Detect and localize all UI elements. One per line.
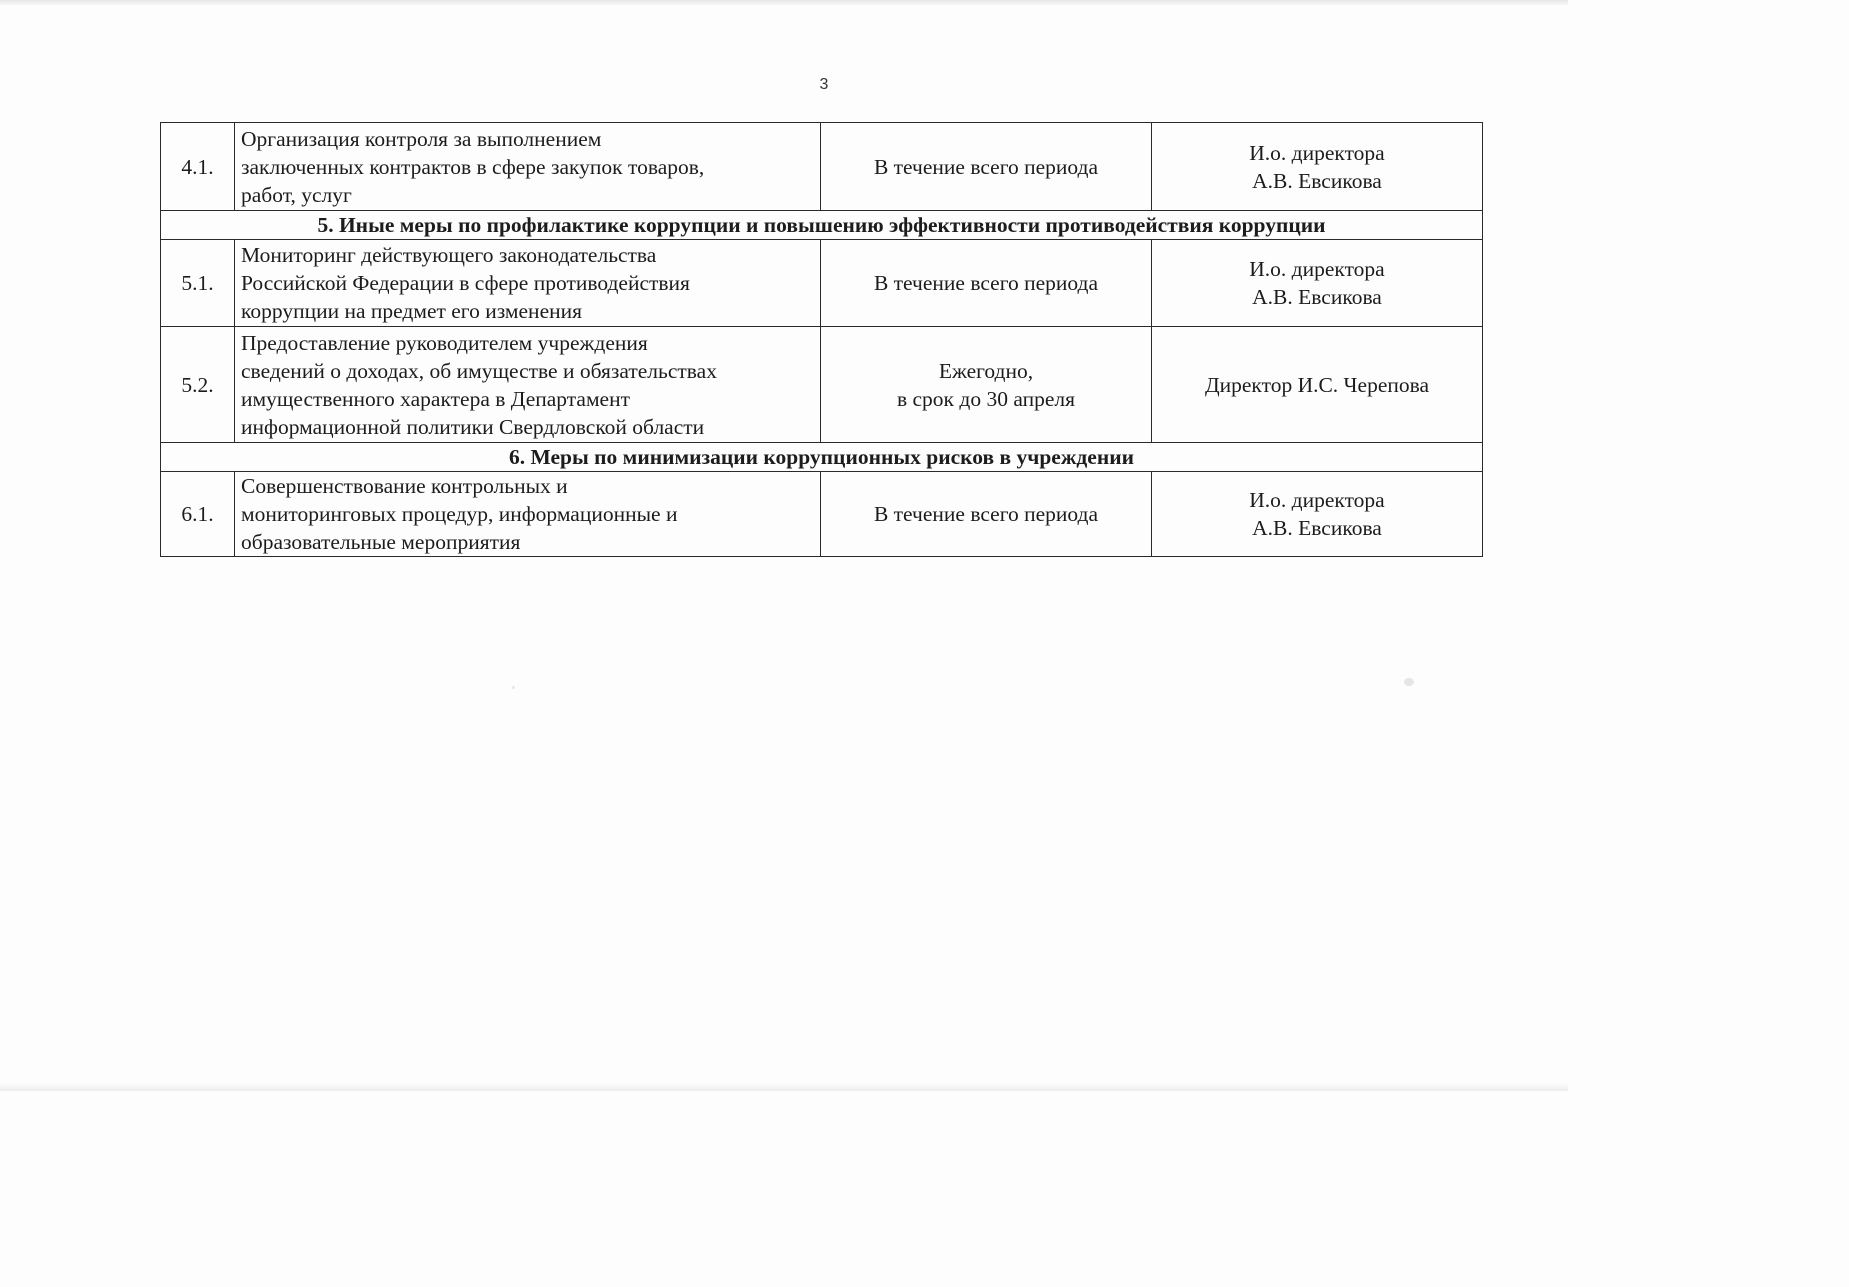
table-row [161, 327, 1483, 443]
section-title: 6. Меры по минимизации коррупционных рисков в учреждении [161, 443, 1483, 472]
responsible-cell [1152, 472, 1483, 557]
action-line: информационной политики Свердловской области [241, 414, 705, 439]
term-cell [821, 472, 1152, 557]
page-number: 3 [819, 76, 829, 93]
action-line: Совершенствование контрольных и [241, 474, 568, 498]
table-row [161, 472, 1483, 557]
action-line: коррупции на предмет его изменения [241, 299, 583, 323]
scan-speck [1404, 678, 1414, 686]
action-line: имущественного характера в Департамент [241, 386, 631, 411]
row-number: 5.2. [161, 327, 235, 443]
scan-edge-shadow [0, 0, 1568, 6]
section-header-row [161, 211, 1483, 240]
responsible-line: Директор И.С. Черепова [1204, 372, 1430, 397]
responsible-cell [1152, 123, 1483, 211]
scan-edge-shadow [0, 1083, 1568, 1091]
row-number: 4.1. [161, 123, 235, 211]
action-line: Мониторинг действующего законодательства [241, 243, 657, 267]
responsible-cell [1152, 327, 1483, 443]
responsible-line: А.В. Евсикова [1252, 285, 1382, 309]
responsible-line: И.о. директора [1249, 488, 1385, 512]
anticorruption-plan-table [160, 122, 1483, 557]
scan-speck [512, 686, 515, 689]
responsible-cell [1152, 240, 1483, 327]
term-cell [821, 240, 1152, 327]
action-line: сведений о доходах, об имуществе и обязательствах [241, 358, 717, 383]
action-line: Российской Федерации в сфере противодействия [241, 271, 690, 295]
section-header-row [161, 443, 1483, 472]
action-cell [235, 472, 821, 557]
action-line: Организация контроля за выполнением [241, 126, 602, 151]
responsible-line: И.о. директора [1249, 140, 1385, 165]
table-row [161, 123, 1483, 211]
term-line: В течение всего периода [873, 502, 1099, 526]
term-line: в срок до 30 апреля [896, 386, 1075, 411]
plan-table-body [161, 123, 1483, 557]
action-cell [235, 240, 821, 327]
action-line: мониторинговых процедур, информационные и [241, 502, 678, 526]
action-line: Предоставление руководителем учреждения [241, 330, 648, 355]
term-cell [821, 327, 1152, 443]
action-cell [235, 123, 821, 211]
action-line: работ, услуг [241, 182, 352, 207]
row-number: 5.1. [161, 240, 235, 327]
table-row [161, 240, 1483, 327]
action-line: образовательные мероприятия [241, 530, 521, 554]
section-title: 5. Иные меры по профилактике коррупции и повышению эффективности противодействия коррупции [161, 211, 1483, 240]
responsible-line: А.В. Евсикова [1252, 516, 1382, 540]
term-line: Ежегодно, [938, 358, 1034, 383]
term-cell [821, 123, 1152, 211]
action-cell [235, 327, 821, 443]
term-line: В течение всего периода [873, 271, 1099, 295]
row-number: 6.1. [161, 472, 235, 557]
term-line: В течение всего периода [873, 154, 1099, 179]
responsible-line: А.В. Евсикова [1252, 168, 1382, 193]
responsible-line: И.о. директора [1249, 257, 1385, 281]
action-line: заключенных контрактов в сфере закупок товаров, [241, 154, 705, 179]
